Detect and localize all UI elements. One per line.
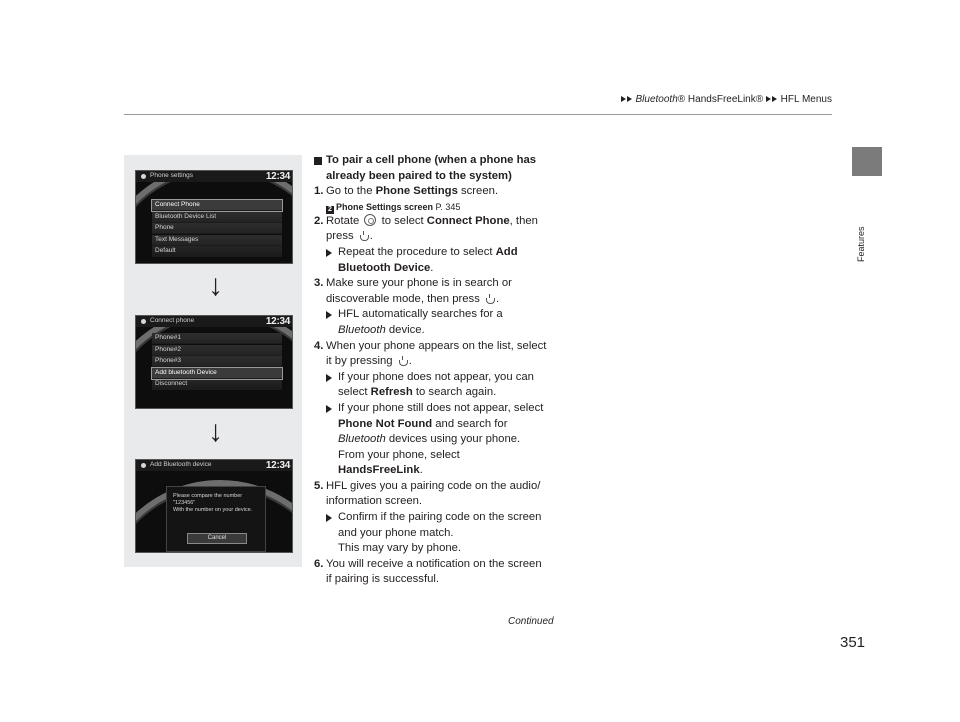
step-text: and search for xyxy=(432,417,508,430)
breadcrumb-arrow-icon xyxy=(772,96,777,102)
screen-menu xyxy=(152,333,282,391)
step-text-italic: Bluetooth xyxy=(338,323,386,336)
step-text: select xyxy=(338,386,371,399)
screen-status-icon xyxy=(141,319,146,324)
step-text: You will receive a notification on the screen xyxy=(326,557,542,570)
screen-menu xyxy=(152,200,282,258)
screen-clock: 12:34 xyxy=(265,171,290,182)
step-text: . xyxy=(408,355,412,368)
step-text: HFL gives you a pairing code on the audio/ xyxy=(326,479,541,492)
press-icon xyxy=(398,356,407,366)
breadcrumb-arrow-icon xyxy=(766,96,771,102)
step-number: 3. xyxy=(314,277,324,290)
sub-step xyxy=(314,401,564,479)
screen-title: Add Bluetooth device xyxy=(150,461,212,468)
header-rule xyxy=(124,114,832,115)
step-text: If your phone does not appear, you can xyxy=(338,370,534,383)
press-icon xyxy=(359,231,368,241)
screen-clock: 12:34 xyxy=(265,316,290,327)
step-text: . xyxy=(430,261,434,274)
step-text: it by pressing xyxy=(326,355,396,368)
step-text-bold: Add xyxy=(495,245,518,258)
sub-step-arrow-icon xyxy=(326,249,332,257)
step-text-bold: HandsFreeLink xyxy=(338,464,420,477)
breadcrumb-hfl-menus: HFL Menus xyxy=(780,94,832,105)
step-text: Rotate xyxy=(326,214,363,227)
screen-title: Connect phone xyxy=(150,317,195,324)
step-text: This may vary by phone. xyxy=(338,542,462,555)
screen-title-bar xyxy=(136,316,292,327)
sub-step xyxy=(314,510,564,557)
step-text: , then xyxy=(509,214,538,227)
reference-page[interactable]: P. 345 xyxy=(433,201,461,212)
screen-status-icon xyxy=(141,174,146,179)
step-text: screen. xyxy=(457,185,499,198)
step-text: if pairing is successful. xyxy=(326,573,440,586)
screen-title: Phone settings xyxy=(150,172,194,179)
continued-label: Continued xyxy=(508,616,554,627)
step-number: 1. xyxy=(314,185,324,198)
step-6 xyxy=(314,557,564,588)
cancel-button[interactable]: Cancel xyxy=(187,533,247,544)
sub-step-arrow-icon xyxy=(326,514,332,522)
breadcrumb-bluetooth: Bluetooth xyxy=(635,94,678,105)
screenshots-panel xyxy=(124,155,302,567)
sub-step xyxy=(314,245,564,276)
pairing-code-message xyxy=(173,493,252,514)
menu-item-text-messages[interactable]: Text Messages xyxy=(152,235,282,246)
step-text-bold: Refresh xyxy=(370,386,413,399)
step-text: Go to the xyxy=(326,185,376,198)
down-arrow-icon: ↓ xyxy=(208,269,223,302)
menu-item-connect-phone[interactable]: Connect Phone xyxy=(152,200,282,211)
step-text: Make sure your phone is in search or xyxy=(326,277,512,290)
reference-icon: 2 xyxy=(326,206,334,214)
step-number: 6. xyxy=(314,557,324,570)
breadcrumb-arrow-icon xyxy=(627,96,632,102)
step-text-bold: Phone Not Found xyxy=(338,417,433,430)
breadcrumb xyxy=(621,94,832,105)
menu-item-default[interactable]: Default xyxy=(152,246,282,257)
menu-item-disconnect[interactable]: Disconnect xyxy=(152,379,282,390)
menu-item-phone[interactable]: Phone xyxy=(152,223,282,234)
connect-phone-screen xyxy=(135,315,293,409)
step-text-bold: Bluetooth Device xyxy=(338,261,431,274)
step-text: When your phone appears on the list, select xyxy=(326,339,547,352)
step-text: to search again. xyxy=(412,386,497,399)
section-tab xyxy=(852,147,882,176)
add-bluetooth-device-screen xyxy=(135,459,293,553)
step-number: 5. xyxy=(314,479,324,492)
selector-knob-icon xyxy=(364,214,376,226)
cross-reference[interactable] xyxy=(314,200,564,214)
screen-clock: 12:34 xyxy=(265,460,290,471)
step-3 xyxy=(314,276,564,307)
step-text: and your phone match. xyxy=(338,526,454,539)
step-text-bold: Phone Settings xyxy=(375,185,458,198)
step-text: devices using your phone. xyxy=(385,433,521,446)
step-text-italic: Bluetooth xyxy=(338,433,386,446)
step-text: From your phone, select xyxy=(338,448,460,461)
sub-step-arrow-icon xyxy=(326,311,332,319)
step-text: . xyxy=(496,292,500,305)
step-number: 2. xyxy=(314,214,324,227)
step-text: device. xyxy=(385,323,425,336)
sub-step xyxy=(314,370,564,401)
menu-item-bluetooth-device-list[interactable]: Bluetooth Device List xyxy=(152,212,282,223)
phone-settings-screen xyxy=(135,170,293,264)
step-text: to select xyxy=(378,214,427,227)
step-text: Confirm if the pairing code on the screen xyxy=(338,511,542,524)
step-text: press xyxy=(326,230,357,243)
sub-step xyxy=(314,307,564,338)
sub-step-arrow-icon xyxy=(326,405,332,413)
press-icon xyxy=(485,294,494,304)
screen-status-icon xyxy=(141,463,146,468)
step-number: 4. xyxy=(314,339,324,352)
step-text-bold: Connect Phone xyxy=(426,214,510,227)
step-text: HFL automatically searches for a xyxy=(338,308,503,321)
breadcrumb-arrow-icon xyxy=(621,96,626,102)
menu-item-phone-1[interactable]: Phone#1 xyxy=(152,333,282,344)
screen-title-bar xyxy=(136,460,292,471)
step-2 xyxy=(314,214,564,245)
step-text: . xyxy=(369,230,373,243)
menu-item-phone-3[interactable]: Phone#3 xyxy=(152,356,282,367)
pairing-message-line: With the number on your device. xyxy=(173,507,253,513)
step-5 xyxy=(314,479,564,510)
sub-step-arrow-icon xyxy=(326,374,332,382)
heading-square-icon xyxy=(314,157,322,165)
section-heading xyxy=(314,153,564,184)
section-tab-label: Features xyxy=(856,226,866,262)
menu-item-phone-2[interactable]: Phone#2 xyxy=(152,345,282,356)
reference-label[interactable]: Phone Settings screen xyxy=(336,201,434,212)
menu-item-add-bluetooth-device[interactable]: Add bluetooth Device xyxy=(152,368,282,379)
instructions xyxy=(314,153,564,588)
down-arrow-icon: ↓ xyxy=(208,415,223,448)
screen-title-bar xyxy=(136,171,292,182)
heading-line: To pair a cell phone (when a phone has xyxy=(326,154,537,166)
step-1 xyxy=(314,184,564,200)
step-text: information screen. xyxy=(326,495,423,508)
pairing-code-dialog xyxy=(166,486,266,552)
page-number: 351 xyxy=(840,634,866,651)
step-text: . xyxy=(419,464,423,477)
breadcrumb-hfl: ® HandsFreeLink® xyxy=(677,94,764,105)
pairing-code-value: "123456" xyxy=(173,500,196,506)
step-text: If your phone still does not appear, select xyxy=(338,401,544,414)
step-4 xyxy=(314,339,564,370)
heading-line: already been paired to the system) xyxy=(326,169,512,182)
pairing-message-line: Please compare the number xyxy=(173,493,243,499)
step-text: discoverable mode, then press xyxy=(326,292,483,305)
step-text: Repeat the procedure to select xyxy=(338,245,496,258)
